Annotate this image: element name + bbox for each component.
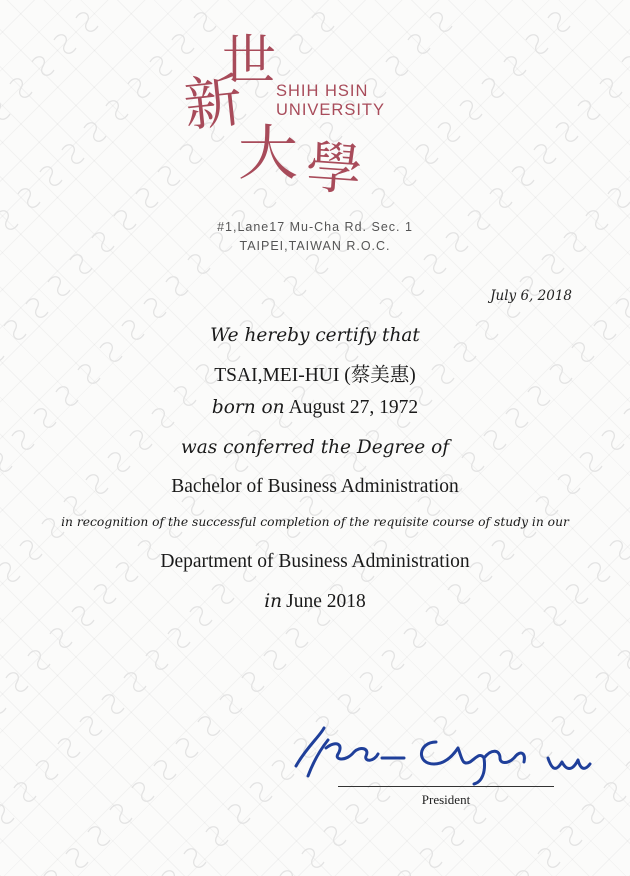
signature-line xyxy=(338,786,554,787)
born-prefix: born on xyxy=(211,397,285,418)
recipient-name: TSAI,MEI-HUI (蔡美惠) xyxy=(214,365,416,386)
signatory-title: President xyxy=(421,792,471,807)
issue-date: July 6, 2018 xyxy=(490,288,572,304)
logo-char-shi: 世 xyxy=(222,29,276,92)
completion-date: June 2018 xyxy=(286,591,366,612)
president-signature xyxy=(286,718,596,788)
university-name-line1: SHIH HSIN xyxy=(276,82,369,100)
recognition-line: in recognition of the successful completion of the requisite course of study in our xyxy=(61,515,569,529)
degree-name: Bachelor of Business Administration xyxy=(171,476,459,497)
logo-char-xin: 新 xyxy=(180,66,246,140)
completion-line xyxy=(0,591,630,613)
certify-intro: We hereby certify that xyxy=(210,325,420,346)
university-name-line2: UNIVERSITY xyxy=(276,101,386,119)
in-prefix: in xyxy=(264,591,283,612)
birth-date: August 27, 1972 xyxy=(288,397,419,418)
department-name: Department of Business Administration xyxy=(160,551,470,572)
logo-char-xue: 學 xyxy=(303,135,365,204)
logo-char-da: 大 xyxy=(238,119,298,189)
address-line1: #1,Lane17 Mu-Cha Rd. Sec. 1 xyxy=(217,220,413,234)
address-line2: TAIPEI,TAIWAN R.O.C. xyxy=(239,239,391,253)
birth-line xyxy=(0,397,630,419)
conferred-line: was conferred the Degree of xyxy=(180,437,450,458)
